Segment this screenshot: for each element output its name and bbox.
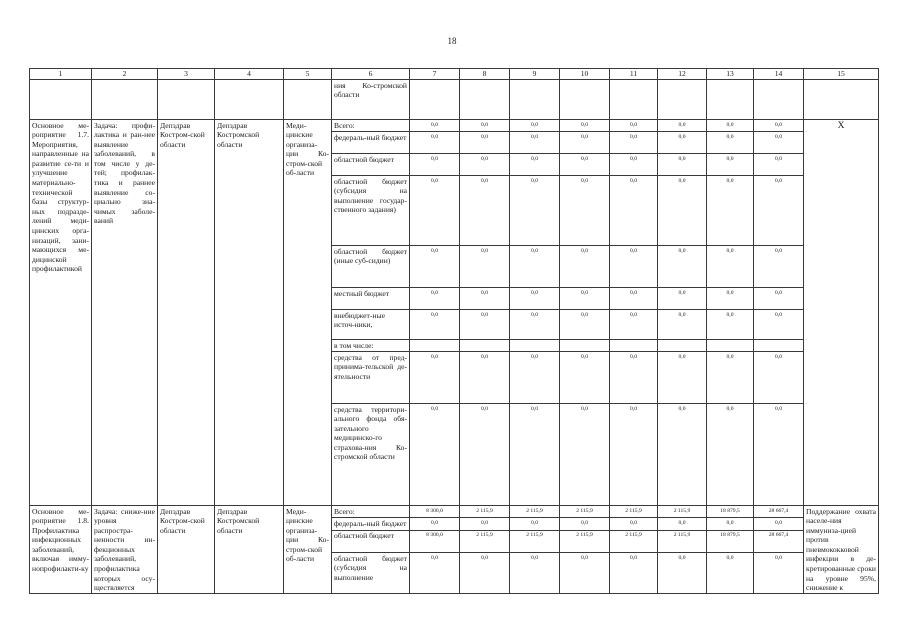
amount-cell: 2 115,9 (610, 506, 658, 518)
amount-cell: 0,0 (610, 154, 658, 176)
amount-cell (560, 340, 610, 352)
amount-cell: 0,0 (560, 404, 610, 506)
amount-cell: 0,0 (510, 553, 560, 594)
amount-cell: 0,0 (754, 120, 804, 132)
amount-cell: 0,0 (560, 120, 610, 132)
amount-cell: 18 879,5 (707, 506, 754, 518)
amount-cell (754, 340, 804, 352)
empty-cell (460, 80, 510, 120)
amount-cell: 0,0 (460, 404, 510, 506)
coordinator-cell: Депздрав Костром-ской области (158, 506, 215, 594)
amount-cell: 0,0 (410, 132, 460, 154)
column-header: 14 (754, 69, 804, 80)
empty-cell (610, 80, 658, 120)
amount-cell: 0,0 (707, 132, 754, 154)
amount-cell: 0,0 (460, 246, 510, 288)
amount-cell: 0,0 (410, 518, 460, 530)
empty-cell (30, 80, 92, 120)
amount-cell: 0,0 (410, 288, 460, 310)
empty-cell (92, 80, 158, 120)
empty-cell (754, 80, 804, 120)
amount-cell: 0,0 (410, 246, 460, 288)
empty-cell (510, 80, 560, 120)
amount-cell: 0,0 (707, 553, 754, 594)
result-cell: Х (804, 120, 879, 506)
coordinator-cell: Депздрав Костром-ской области (158, 120, 215, 506)
amount-cell: 0,0 (510, 404, 560, 506)
amount-cell: 2 115,9 (510, 530, 560, 553)
amount-cell: 0,0 (510, 352, 560, 404)
amount-cell: 0,0 (707, 310, 754, 340)
budget-table (29, 68, 879, 594)
amount-cell: 0,0 (754, 404, 804, 506)
amount-cell: 0,0 (610, 246, 658, 288)
amount-cell: 0,0 (707, 518, 754, 530)
task-cell: Задача: сниже-ние уровня распростра-ненности ин-фекционных заболеваний, профилактика которых осу-ществляется (92, 506, 158, 594)
amount-cell: 0,0 (460, 120, 510, 132)
funding-source-cell: федераль-ный бюджет (332, 132, 410, 154)
amount-cell: 18 879,5 (707, 530, 754, 553)
amount-cell: 0,0 (610, 310, 658, 340)
funding-source-cell: местный бюджет (332, 288, 410, 310)
funding-source-cell: ния Ко-стромской области (332, 80, 410, 120)
empty-cell (158, 80, 215, 120)
amount-cell: 0,0 (610, 404, 658, 506)
activity-cell: Основное ме-роприятие 1.8. Профилактика инфекционных заболеваний, включая имму-нопрофилакти-ку (30, 506, 92, 594)
amount-cell: 0,0 (707, 352, 754, 404)
amount-cell: 0,0 (410, 553, 460, 594)
amount-cell: 0,0 (754, 132, 804, 154)
amount-cell (510, 340, 560, 352)
amount-cell: 0,0 (510, 176, 560, 246)
amount-cell: 2 115,9 (658, 506, 707, 518)
amount-cell: 0,0 (510, 154, 560, 176)
amount-cell: 0,0 (560, 132, 610, 154)
amount-cell: 0,0 (658, 518, 707, 530)
funding-source-cell: Всего: (332, 120, 410, 132)
amount-cell: 2 115,9 (510, 506, 560, 518)
funding-source-cell: средства территори-ального фонда обя-зательного медицинско-го страхова-ния Ко-стромской области (332, 404, 410, 506)
table-row (30, 506, 879, 518)
amount-cell: 0,0 (560, 553, 610, 594)
amount-cell: 0,0 (658, 352, 707, 404)
amount-cell: 0,0 (754, 288, 804, 310)
page-number: 18 (447, 36, 457, 46)
amount-cell: 0,0 (410, 352, 460, 404)
column-header: 7 (410, 69, 460, 80)
column-header: 4 (215, 69, 284, 80)
amount-cell: 28 667,4 (754, 530, 804, 553)
amount-cell: 0,0 (510, 518, 560, 530)
task-cell: Задача: профи-лактика и ран-нее выявление заболеваний, в том числе у де-тей; профилак-тика и раннее выявление со-циально зна-чимых заболе-ваний (92, 120, 158, 506)
column-header: 12 (658, 69, 707, 80)
amount-cell: 0,0 (560, 288, 610, 310)
amount-cell: 0,0 (560, 352, 610, 404)
amount-cell: 0,0 (754, 176, 804, 246)
amount-cell: 0,0 (610, 553, 658, 594)
amount-cell: 0,0 (610, 518, 658, 530)
amount-cell: 0,0 (460, 288, 510, 310)
activity-cell: Основное ме-роприятие 1.7. Мероприятия, направленные на развитие се-ти и улучшение материально-технической базы структур-ных подразде-лений меди-цинских орга-низаций, зани-мающихся ме-дицинской профилактикой (30, 120, 92, 506)
amount-cell (707, 340, 754, 352)
column-header: 10 (560, 69, 610, 80)
amount-cell: 0,0 (754, 553, 804, 594)
amount-cell: 0,0 (610, 132, 658, 154)
result-cell: Поддержание охвата населе-ния иммуниза-цией против пневмококковой инфекции в де-кретированные сроки на уровне 95%, снижение к (804, 506, 879, 594)
column-header: 8 (460, 69, 510, 80)
amount-cell: 0,0 (754, 154, 804, 176)
amount-cell: 0,0 (460, 154, 510, 176)
funding-source-cell: внебюджет-ные источ-ники, (332, 310, 410, 340)
amount-cell (460, 340, 510, 352)
amount-cell: 0,0 (658, 176, 707, 246)
amount-cell: 2 115,9 (610, 530, 658, 553)
amount-cell: 2 115,9 (460, 506, 510, 518)
amount-cell: 0,0 (658, 154, 707, 176)
amount-cell: 0,0 (754, 352, 804, 404)
amount-cell: 0,0 (460, 352, 510, 404)
empty-cell (215, 80, 284, 120)
amount-cell: 0,0 (560, 246, 610, 288)
column-header: 9 (510, 69, 560, 80)
amount-cell: 2 115,9 (560, 506, 610, 518)
executor-cell: Депздрав Костромской области (215, 506, 284, 594)
empty-cell (284, 80, 332, 120)
amount-cell: 0,0 (610, 288, 658, 310)
amount-cell: 0,0 (410, 176, 460, 246)
funding-source-cell: средства от пред-принима-тельской де-ятельности (332, 352, 410, 404)
participants-cell: Меди-цинские организа-ции Ко-стром-ской об-ласти (284, 120, 332, 506)
amount-cell: 0,0 (658, 132, 707, 154)
amount-cell: 0,0 (560, 518, 610, 530)
funding-source-cell: областной бюджет (иные суб-сидии) (332, 246, 410, 288)
amount-cell: 0,0 (658, 553, 707, 594)
amount-cell: 0,0 (754, 310, 804, 340)
column-header: 3 (158, 69, 215, 80)
amount-cell: 0,0 (510, 246, 560, 288)
amount-cell: 0,0 (707, 246, 754, 288)
funding-source-cell: областной бюджет (субсидия на выполнение государ-ственного задания) (332, 176, 410, 246)
amount-cell: 0,0 (707, 120, 754, 132)
amount-cell: 0,0 (754, 518, 804, 530)
empty-cell (658, 80, 707, 120)
column-header: 13 (707, 69, 754, 80)
amount-cell (610, 340, 658, 352)
funding-source-cell: областной бюджет (субсидия на выполнение (332, 553, 410, 594)
amount-cell: 0,0 (707, 176, 754, 246)
amount-cell (658, 340, 707, 352)
amount-cell: 0,0 (460, 518, 510, 530)
amount-cell: 0,0 (560, 176, 610, 246)
empty-cell (410, 80, 460, 120)
executor-cell: Депздрав Костромской области (215, 120, 284, 506)
amount-cell: 0,0 (510, 132, 560, 154)
funding-source-cell: в том числе: (332, 340, 410, 352)
funding-source-cell: областной бюджет (332, 154, 410, 176)
amount-cell: 0,0 (707, 288, 754, 310)
amount-cell: 0,0 (610, 352, 658, 404)
funding-source-cell: федераль-ный бюджет (332, 518, 410, 530)
amount-cell: 8 300,0 (410, 530, 460, 553)
amount-cell: 0,0 (560, 310, 610, 340)
amount-cell: 0,0 (410, 310, 460, 340)
amount-cell: 0,0 (658, 404, 707, 506)
amount-cell: 0,0 (410, 120, 460, 132)
column-header: 1 (30, 69, 92, 80)
amount-cell (410, 340, 460, 352)
column-header: 2 (92, 69, 158, 80)
amount-cell: 0,0 (658, 120, 707, 132)
empty-cell (707, 80, 754, 120)
amount-cell: 0,0 (460, 553, 510, 594)
amount-cell: 0,0 (460, 310, 510, 340)
amount-cell: 2 115,9 (560, 530, 610, 553)
amount-cell: 2 115,9 (658, 530, 707, 553)
amount-cell: 0,0 (460, 176, 510, 246)
amount-cell: 0,0 (658, 310, 707, 340)
amount-cell: 0,0 (658, 246, 707, 288)
amount-cell: 0,0 (410, 404, 460, 506)
amount-cell: 0,0 (560, 154, 610, 176)
amount-cell: 28 667,4 (754, 506, 804, 518)
funding-source-cell: Всего: (332, 506, 410, 518)
amount-cell: 0,0 (410, 154, 460, 176)
amount-cell: 8 300,0 (410, 506, 460, 518)
amount-cell: 0,0 (707, 404, 754, 506)
amount-cell: 0,0 (460, 132, 510, 154)
amount-cell: 0,0 (610, 120, 658, 132)
empty-cell (804, 80, 879, 120)
amount-cell: 0,0 (658, 288, 707, 310)
empty-cell (560, 80, 610, 120)
amount-cell: 0,0 (610, 176, 658, 246)
column-header: 5 (284, 69, 332, 80)
amount-cell: 0,0 (510, 310, 560, 340)
amount-cell: 0,0 (510, 120, 560, 132)
amount-cell: 0,0 (510, 288, 560, 310)
amount-cell: 0,0 (754, 246, 804, 288)
column-header: 6 (332, 69, 410, 80)
header-row (30, 69, 879, 80)
continuation-row (30, 80, 879, 120)
amount-cell: 0,0 (707, 154, 754, 176)
table-row (30, 120, 879, 132)
column-header: 15 (804, 69, 879, 80)
funding-source-cell: областной бюджет (332, 530, 410, 553)
participants-cell: Меди-цинские организа-ции Ко-стром-ской об-ласти (284, 506, 332, 594)
column-header: 11 (610, 69, 658, 80)
amount-cell: 2 115,9 (460, 530, 510, 553)
